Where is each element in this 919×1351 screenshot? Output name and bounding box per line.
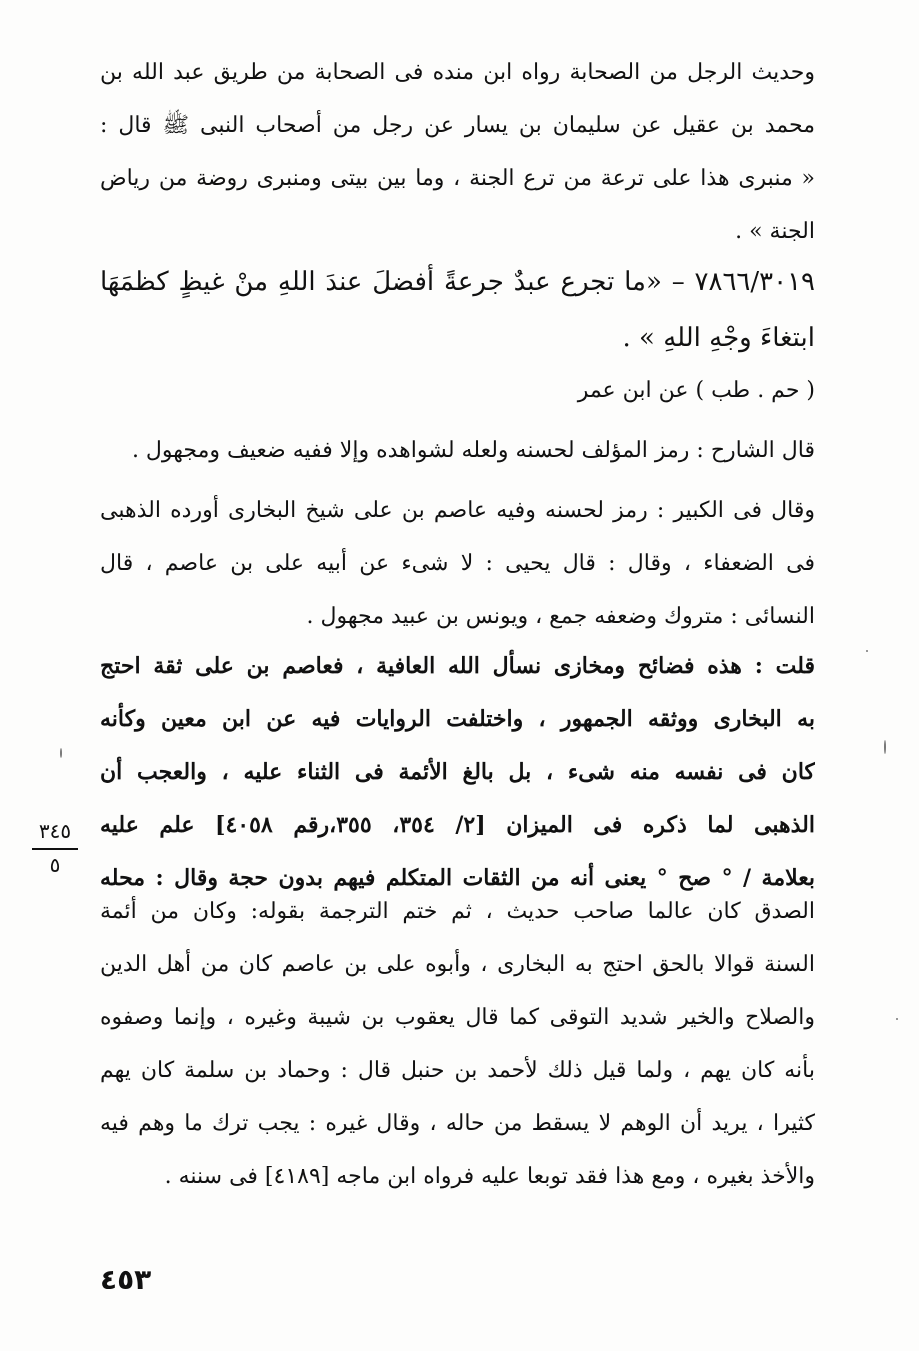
commentary-sharih xyxy=(100,424,815,477)
editor-note-bold xyxy=(100,640,815,905)
text-line: محمد بن عقيل عن سليمان بن يسار عن رجل من أصحاب النبى ﷺ قال : xyxy=(100,113,815,138)
margin-reference xyxy=(30,818,80,878)
text-line: به البخارى ووثقه الجمهور ، واختلفت الروايات فيه عن ابن معين وكأنه xyxy=(100,706,815,732)
text-line: الذهبى لما ذكره فى الميزان [٢/ ٣٥٤، ٣٥٥،رقم ٤٠٥٨] علم عليه xyxy=(100,812,815,838)
scan-speck xyxy=(896,1018,898,1020)
text-line: « منبرى هذا على ترعة من ترع الجنة ، وما بين بيتى ومنبرى روضة من رياض xyxy=(100,166,815,191)
commentary-kabir xyxy=(100,484,815,643)
text-line: بأنه كان يهم ، ولما قيل ذلك لأحمد بن حنبل قال : وحماد بن سلمة كان يهم xyxy=(100,1058,815,1083)
page-number: ٤٥٣ xyxy=(100,1263,152,1296)
paragraph-hadith-companion xyxy=(100,46,815,258)
scan-speck xyxy=(866,650,868,652)
hadith-entry xyxy=(100,254,815,366)
hadith-text-line: ابتغاءَ وجْهِ اللهِ » . xyxy=(622,323,815,353)
margin-reference-rule xyxy=(32,848,78,850)
text-line: الجنة » . xyxy=(735,219,815,244)
editor-note-continued xyxy=(100,885,815,1203)
text-line: قال الشارح : رمز المؤلف لحسنه ولعله لشواهده وإلا ففيه ضعيف ومجهول . xyxy=(131,438,815,463)
source-line: ( حم . طب ) عن ابن عمر xyxy=(577,378,815,403)
text-line: السنة قوالا بالحق احتج به البخارى ، وأبوه على بن عاصم كان من أهل الدين xyxy=(100,952,815,977)
scan-speck xyxy=(60,748,62,758)
margin-reference-bottom: ٥ xyxy=(49,853,61,877)
text-line: وقال فى الكبير : رمز لحسنه وفيه عاصم بن على شيخ البخارى أورده الذهبى xyxy=(100,498,815,523)
text-line: وحديث الرجل من الصحابة رواه ابن منده فى الصحابة من طريق عبد الله بن xyxy=(100,60,815,85)
text-line: والأخذ بغيره ، ومع هذا فقد توبعا عليه فرواه ابن ماجه [٤١٨٩] فى سننه . xyxy=(164,1164,815,1189)
text-line: النسائى : متروك وضعفه جمع ، ويونس بن عبيد مجهول . xyxy=(306,604,815,629)
scan-speck xyxy=(884,740,886,754)
hadith-source xyxy=(100,364,815,417)
text-line: الصدق كان عالما صاحب حديث ، ثم ختم الترجمة بقوله: وكان من أئمة xyxy=(100,899,815,924)
text-line: قلت : هذه فضائح ومخازى نسأل الله العافية ، فعاصم بن على ثقة احتج xyxy=(100,653,815,679)
text-line: كثيرا ، يريد أن الوهم لا يسقط من حاله ، وقال غيره : يجب ترك ما وهم فيه xyxy=(100,1111,815,1136)
hadith-text-line: ٧٨٦٦/٣٠١٩ – «ما تجرع عبدٌ جرعةً أفضلَ عندَ اللهِ منْ غيظٍ كظمَهَا xyxy=(100,267,815,297)
text-line: كان فى نفسه منه شىء ، بل بالغ الأئمة فى الثناء عليه ، والعجب أن xyxy=(100,759,815,785)
margin-reference-top: ٣٤٥ xyxy=(38,819,72,843)
text-line: بعلامة / ° صح ° يعنى أنه من الثقات المتكلم فيهم بدون حجة وقال : محله xyxy=(100,865,815,891)
text-line: والصلاح والخير شديد التوقى كما قال يعقوب بن شيبة وغيره ، وإنما وصفوه xyxy=(100,1005,815,1030)
text-line: فى الضعفاء ، وقال : قال يحيى : لا شىء عن أبيه على بن عاصم ، قال xyxy=(100,551,815,576)
